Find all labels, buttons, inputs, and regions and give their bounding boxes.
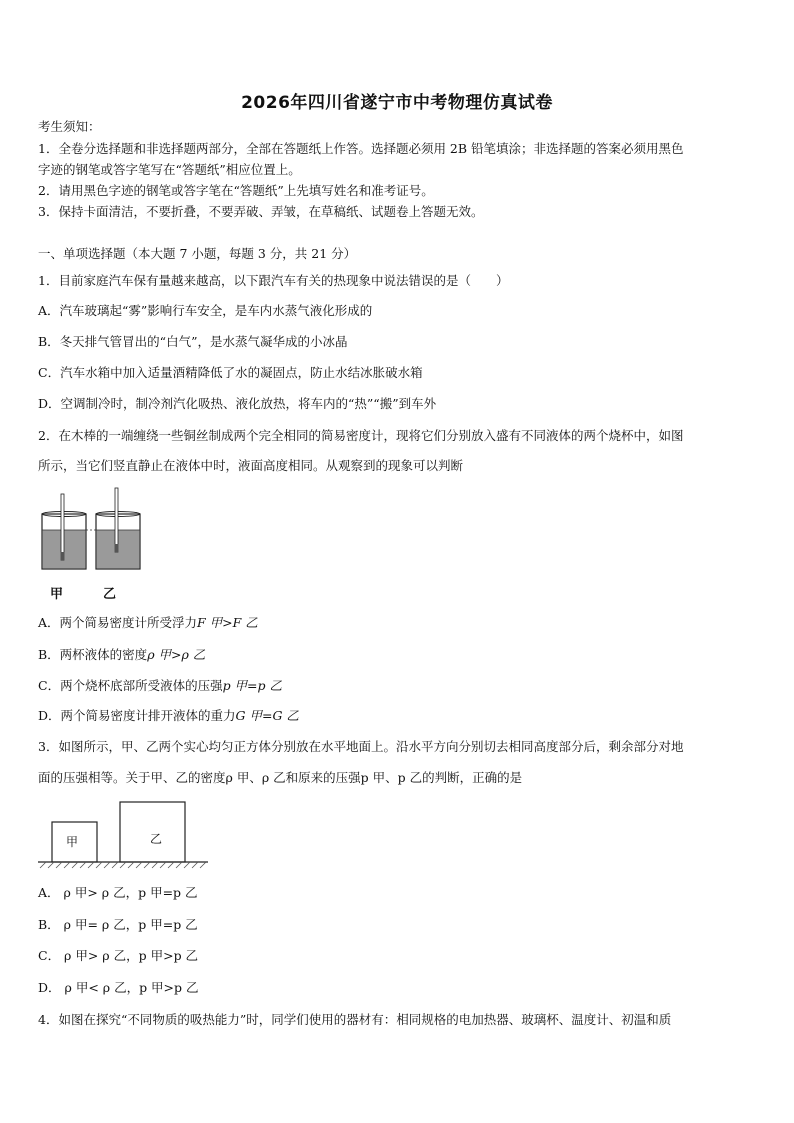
question-1-option-a: A．汽车玻璃起“雾”影响行车安全，是车内水蒸气液化形成的 xyxy=(38,303,373,318)
formula: ρ 甲>ρ 乙 xyxy=(147,647,206,662)
question-1-stem: 1．目前家庭汽车保有量越来越高，以下跟汽车有关的热现象中说法错误的是（ ） xyxy=(38,273,509,288)
question-3-option-a: A． ρ 甲> ρ 乙，p 甲=p 乙 xyxy=(38,885,198,900)
question-2-option-c: C．两个烧杯底部所受液体的压强p 甲=p 乙 xyxy=(38,678,283,693)
notice-item: 字迹的钢笔或答字笔写在“答题纸”相应位置上。 xyxy=(38,162,301,177)
question-2-stem: 所示，当它们竖直静止在液体中时，液面高度相同。从观察到的现象可以判断 xyxy=(38,458,464,473)
hydrometer-figure xyxy=(36,486,146,576)
notice-heading: 考生须知： xyxy=(38,119,101,134)
section-heading: 一、单项选择题（本大题 7 小题，每题 3 分，共 21 分） xyxy=(38,246,357,261)
notice-item: 1．全卷分选择题和非选择题两部分，全部在答题纸上作答。选择题必须用 2B 铅笔填涂；非选择题的答案必须用黑色 xyxy=(38,141,684,156)
figure-label-yi: 乙 xyxy=(103,587,117,602)
formula: G 甲=G 乙 xyxy=(235,708,299,723)
question-2-option-a: A．两个简易密度计所受浮力F 甲>F 乙 xyxy=(38,615,258,630)
notice-item: 2．请用黑色字迹的钢笔或答字笔在“答题纸”上先填写姓名和准考证号。 xyxy=(38,183,434,198)
question-1-option-c: C．汽车水箱中加入适量酒精降低了水的凝固点，防止水结冰胀破水箱 xyxy=(38,365,423,380)
question-3-option-d: D． ρ 甲< ρ 乙，p 甲>p 乙 xyxy=(38,980,199,995)
question-3-stem: 面的压强相等。关于甲、乙的密度ρ 甲、ρ 乙和原来的压强p 甲、p 乙的判断，正确的是 xyxy=(38,770,523,785)
question-1-option-d: D．空调制冷时，制冷剂汽化吸热、液化放热，将车内的“热”“搬”到车外 xyxy=(38,396,437,411)
question-2-option-d: D．两个简易密度计排开液体的重力G 甲=G 乙 xyxy=(38,708,299,723)
question-4-stem: 4．如图在探究“不同物质的吸热能力”时，同学们使用的器材有：相同规格的电加热器、玻璃杯、温度计、初温和质 xyxy=(38,1012,672,1027)
question-3-option-b: B． ρ 甲= ρ 乙，p 甲=p 乙 xyxy=(38,917,198,932)
question-3-option-c: C． ρ 甲> ρ 乙，p 甲>p 乙 xyxy=(38,948,199,963)
question-1-option-b: B．冬天排气管冒出的“白气”，是水蒸气凝华成的小冰晶 xyxy=(38,334,348,349)
cube-label-jia: 甲 xyxy=(66,835,79,849)
figure-label-jia: 甲 xyxy=(50,587,64,602)
question-3-stem: 3．如图所示，甲、乙两个实心均匀正方体分别放在水平地面上。沿水平方向分别切去相同高度部分后，剩余部分对地 xyxy=(38,739,684,754)
cube-label-yi: 乙 xyxy=(150,832,163,846)
question-2-stem: 2．在木棒的一端缠绕一些铜丝制成两个完全相同的简易密度计，现将它们分别放入盛有不同液体的两个烧杯中，如图 xyxy=(38,428,684,443)
page-title: 2026年四川省遂宁市中考物理仿真试卷 xyxy=(241,93,553,113)
formula: F 甲>F 乙 xyxy=(197,615,258,630)
notice-item: 3．保持卡面清洁，不要折叠，不要弄破、弄皱，在草稿纸、试题卷上答题无效。 xyxy=(38,204,484,219)
cubes-figure xyxy=(36,798,211,870)
formula: p 甲=p 乙 xyxy=(222,678,283,693)
question-2-option-b: B．两杯液体的密度ρ 甲>ρ 乙 xyxy=(38,647,206,662)
